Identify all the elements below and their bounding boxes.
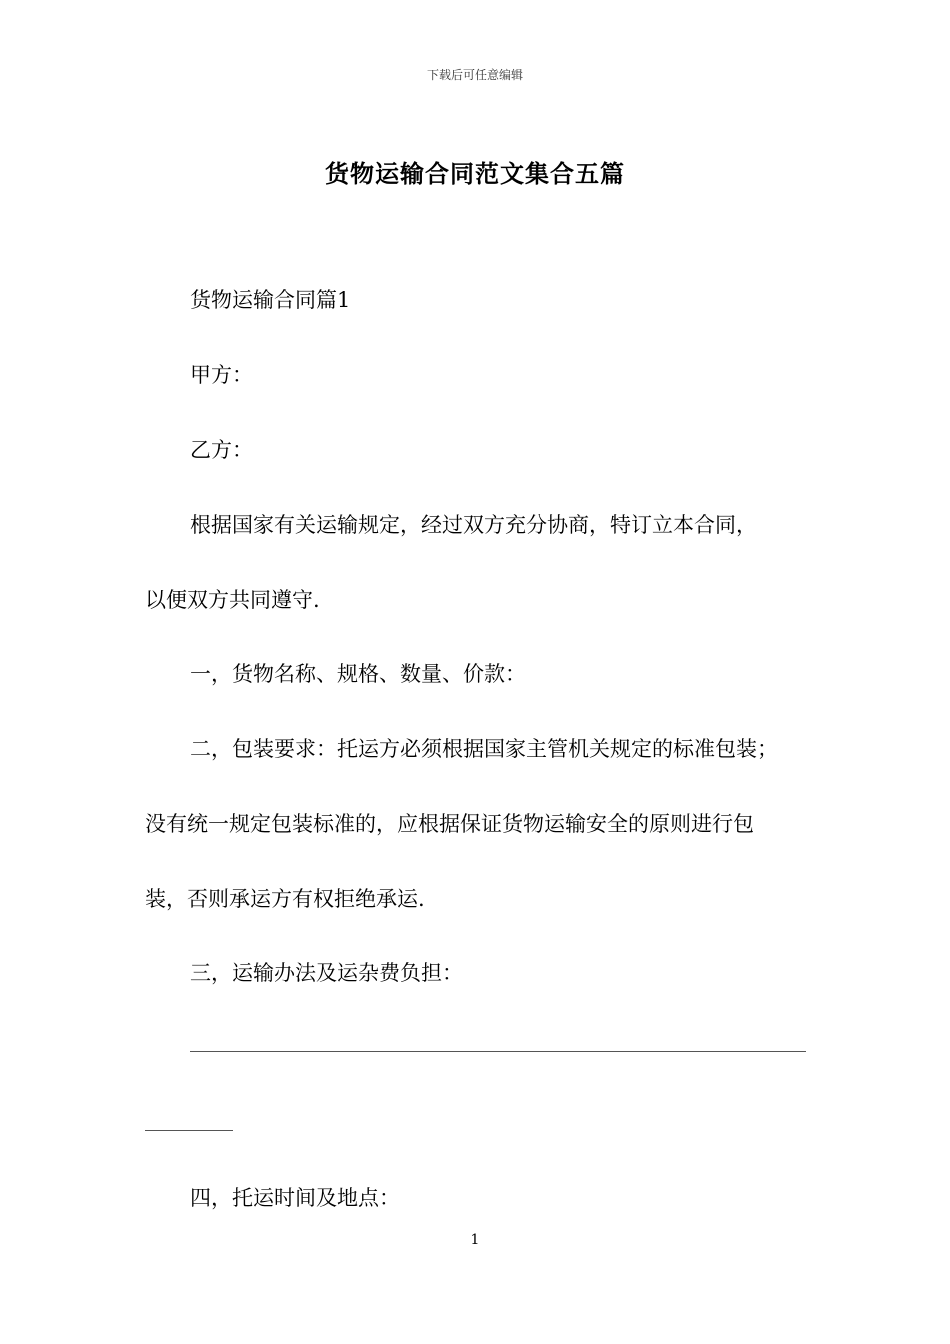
intro-paragraph-line-2: 以便双方共同遵守.: [145, 588, 320, 612]
page-number: 1: [470, 1232, 480, 1248]
clause-3: 三，运输办法及运杂费负担：: [190, 961, 463, 985]
clause-2-line-3: 装，否则承运方有权拒绝承运.: [145, 887, 425, 911]
party-b-line: 乙方：: [190, 438, 253, 462]
fill-in-line-short: [145, 1130, 233, 1131]
fill-in-line-long: [190, 1051, 806, 1052]
clause-1: 一，货物名称、规格、数量、价款：: [190, 662, 526, 686]
clause-4: 四，托运时间及地点：: [190, 1186, 400, 1210]
clause-2-line-2: 没有统一规定包装标准的，应根据保证货物运输安全的原则进行包: [145, 812, 754, 836]
document-title: 货物运输合同范文集合五篇: [325, 159, 625, 188]
section-heading-1: 货物运输合同篇1: [190, 288, 351, 312]
header-note: 下载后可任意编辑: [426, 68, 523, 82]
intro-paragraph-line-1: 根据国家有关运输规定，经过双方充分协商，特订立本合同，: [190, 513, 757, 537]
clause-2-line-1: 二，包装要求：托运方必须根据国家主管机关规定的标准包装；: [190, 737, 778, 761]
party-a-line: 甲方：: [190, 363, 253, 387]
